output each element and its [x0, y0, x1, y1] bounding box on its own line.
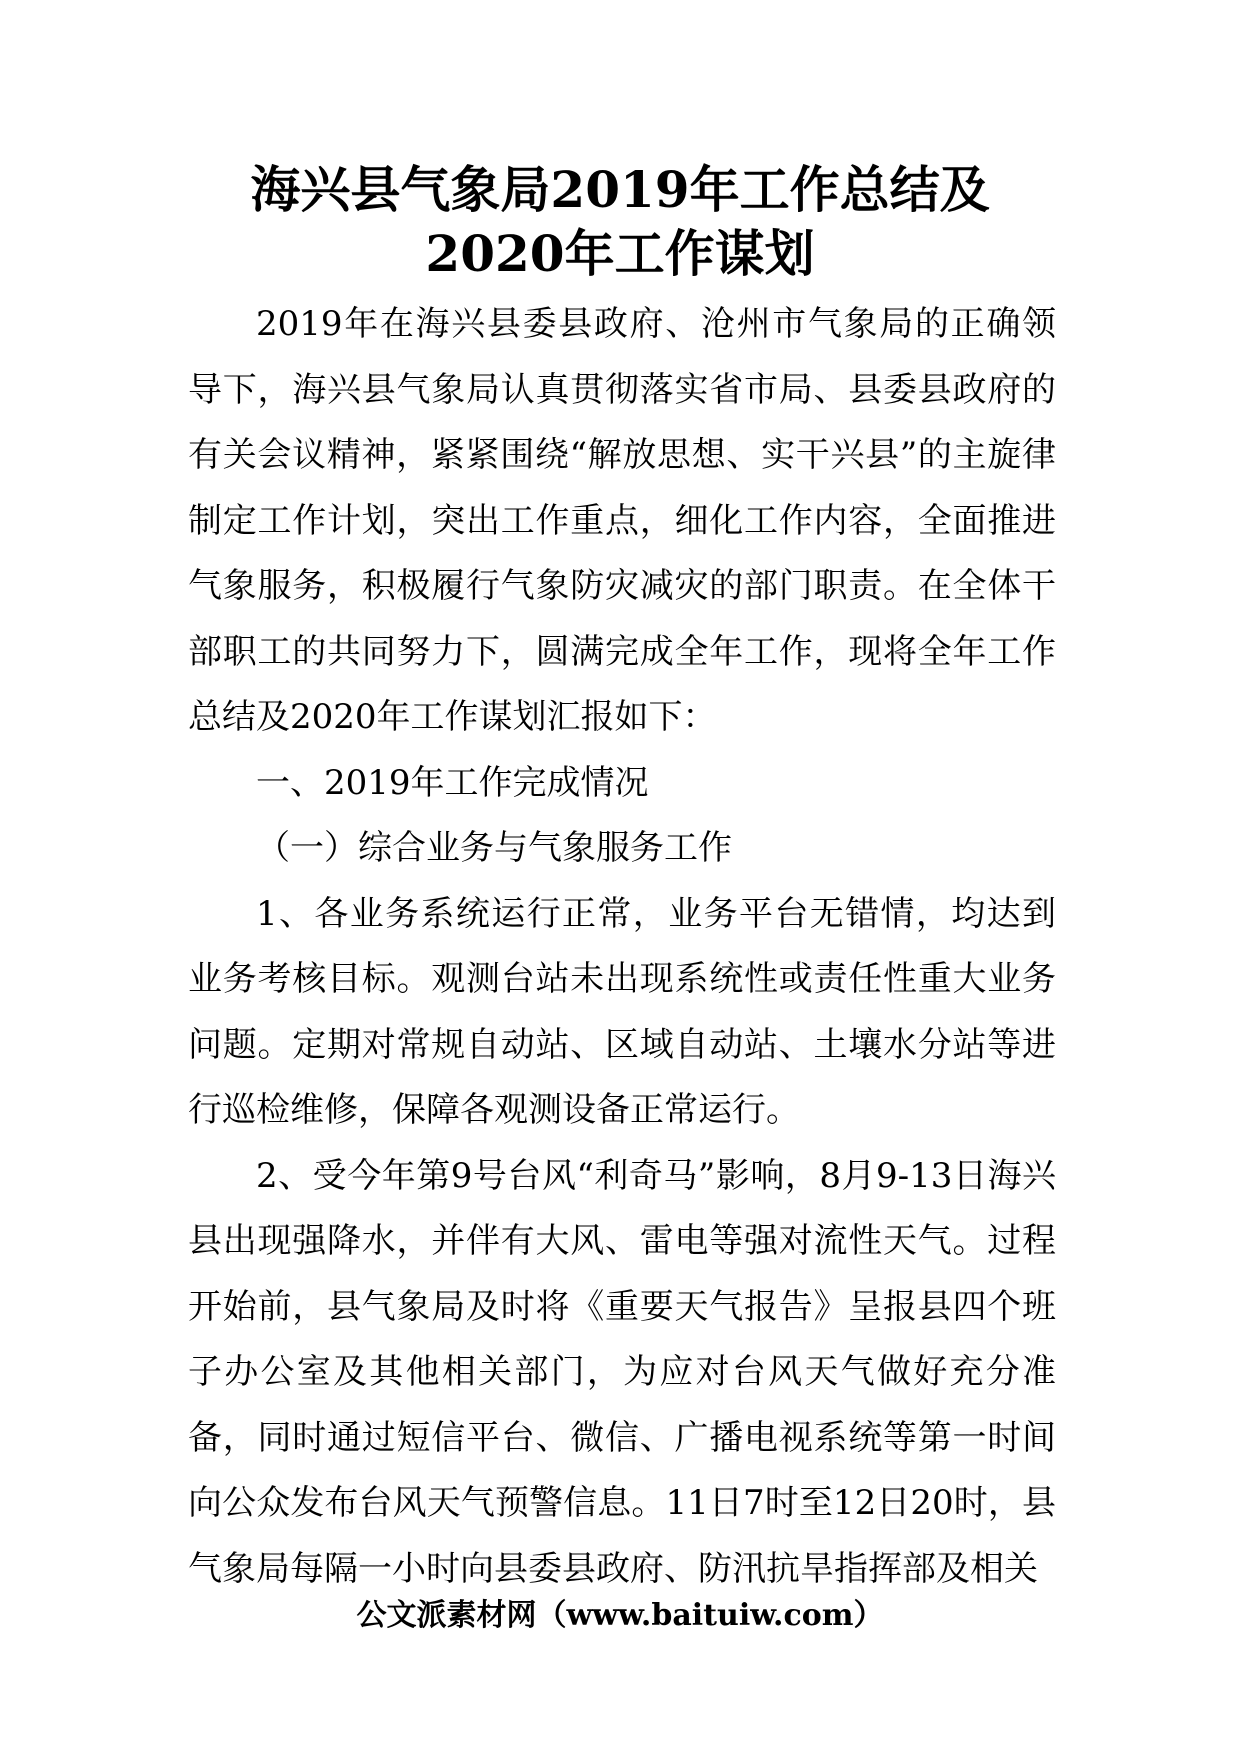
document-body: [188, 292, 1056, 1602]
body-paragraph: 1、各业务系统运行正常，业务平台无错情，均达到业务考核目标。观测台站未出现系统性或责任性重大业务问题。定期对常规自动站、区域自动站、土壤水分站等进行巡检维修，保障各观测设备正常运行。: [188, 893, 1056, 1130]
body-paragraph: 2、受今年第9号台风“利奇马”影响，8月9-13日海兴县出现强降水，并伴有大风、雷电等强对流性天气。过程开始前，县气象局及时将《重要天气报告》呈报县四个班子办公室及其他相关部门，为应对台风天气做好充分准备，同时通过短信平台、微信、广播电视系统等第一时间向公众发布台风天气预警信息。11日7时至12日20时，县气象局每隔一小时向县委县政府、防汛抗旱指挥部及相关: [188, 1155, 1056, 1589]
section-heading: 一、2019年工作完成情况: [256, 762, 649, 803]
footer-watermark: 公文派素材网（www.baituiw.com）: [356, 1598, 884, 1633]
intro-paragraph: 2019年在海兴县委县政府、沧州市气象局的正确领导下，海兴县气象局认真贯彻落实省市局、县委县政府的有关会议精神，紧紧围绕“解放思想、实干兴县”的主旋律制定工作计划，突出工作重点，细化工作内容，全面推进气象服务，积极履行气象防灾减灾的部门职责。在全体干部职工的共同努力下，圆满完成全年工作，现将全年工作总结及2020年工作谋划汇报如下：: [188, 304, 1056, 737]
subsection-heading: （一）综合业务与气象服务工作: [256, 828, 732, 868]
document-title: 海兴县气象局2019年工作总结及2020年工作谋划: [250, 160, 990, 283]
